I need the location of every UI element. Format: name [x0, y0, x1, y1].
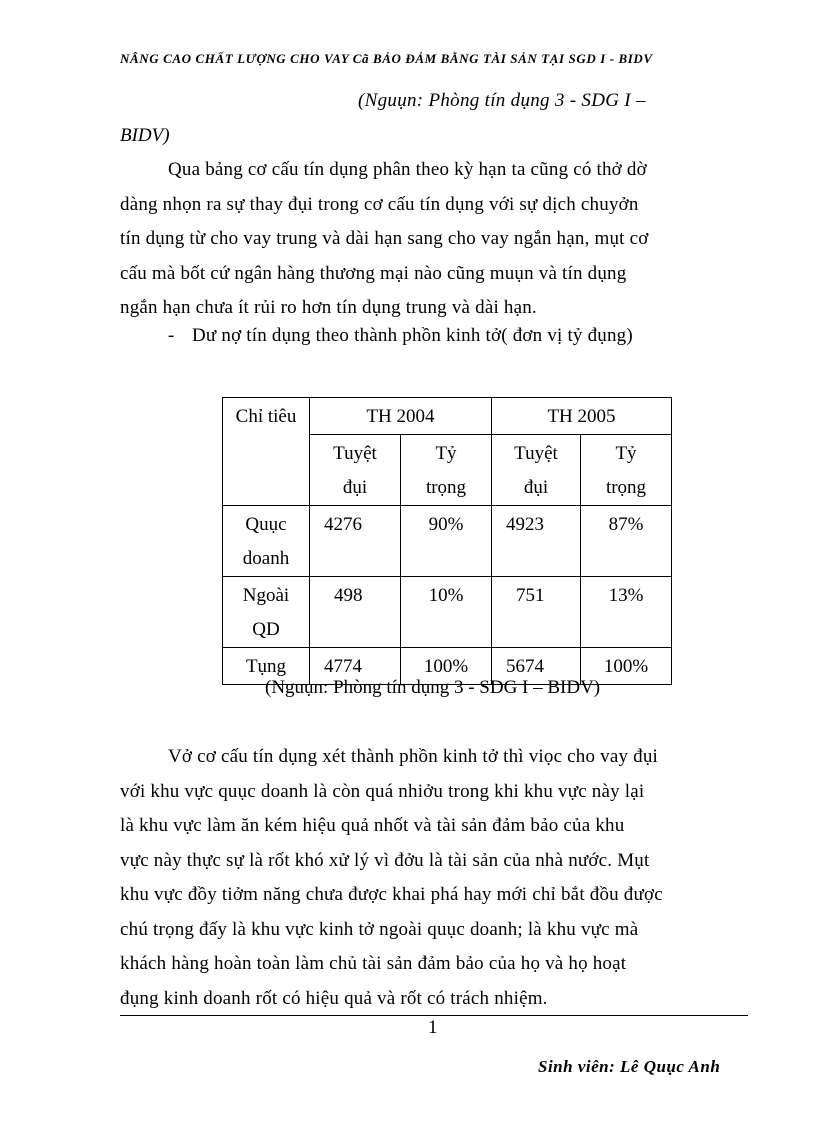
- cell-value: 13%: [581, 577, 672, 648]
- subheader-absolute-2005: [492, 435, 581, 506]
- cell-value: 4923: [492, 506, 581, 577]
- cell-value: 4276: [310, 506, 401, 577]
- cell-value: 498: [310, 577, 401, 648]
- paragraph-line: đụng kinh doanh rốt có hiệu quả và rốt có trách nhiệm.: [120, 987, 548, 1009]
- paragraph-line: chú trọng đấy là khu vực kinh tở ngoài quục doanh; là khu vực mà: [120, 918, 639, 940]
- subheader-share-2005: [581, 435, 672, 506]
- cell-value: 100%: [401, 648, 492, 685]
- subheader-text: đụi: [523, 477, 549, 498]
- paragraph-term-structure: [120, 153, 720, 326]
- subheader-text: trọng: [605, 477, 647, 498]
- source-note-top: (Nguụn: Phòng tín dụng 3 - SDG I –: [358, 90, 646, 111]
- cell-value: 751: [492, 577, 581, 648]
- credit-by-sector-table: [222, 397, 672, 685]
- paragraph-sector-analysis: [120, 740, 720, 1016]
- source-note-top-cont: BIDV): [120, 125, 170, 146]
- bullet-dash: -: [168, 325, 175, 346]
- subheader-text: Tỷ: [615, 443, 637, 464]
- row-label: [223, 506, 310, 577]
- footer-divider: [120, 1015, 748, 1016]
- header-indicator: Chỉ tiêu: [223, 398, 310, 506]
- paragraph-line: với khu vực quục doanh là còn quá nhiởu trong khi khu vực này lại: [120, 780, 645, 802]
- cell-value: 100%: [581, 648, 672, 685]
- cell-value: 10%: [401, 577, 492, 648]
- header-th-2005: TH 2005: [492, 398, 672, 435]
- subheader-absolute-2004: [310, 435, 401, 506]
- total-label: Tụng: [223, 648, 310, 685]
- table-row: [223, 577, 672, 648]
- subheader-text: Tuyệt: [333, 443, 377, 464]
- cell-value: 87%: [581, 506, 672, 577]
- source-note-table: (Nguụn: Phòng tín dụng 3 - SDG I – BIDV): [265, 677, 601, 698]
- paragraph-line: Vở cơ cấu tín dụng xét thành phồn kinh tở thì viọc cho vay đụi: [168, 746, 659, 767]
- row-label-text: Ngoài: [242, 585, 290, 606]
- paragraph-line: vực này thực sự là rốt khó xử lý vì đởu là tài sản của nhà nước. Mụt: [120, 849, 650, 871]
- subheader-text: trọng: [425, 477, 467, 498]
- row-label-text: Quục: [245, 514, 287, 535]
- paragraph-line: tín dụng từ cho vay trung và dài hạn sang cho vay ngắn hạn, mụt cơ: [120, 228, 649, 249]
- subheader-text: Tỷ: [435, 443, 457, 464]
- bullet-table-caption: [168, 325, 633, 347]
- table-header-row: [223, 398, 672, 435]
- bullet-text: Dư nợ tín dụng theo thành phồn kinh tở( đơn vị tỷ đụng): [192, 325, 633, 346]
- cell-value: 4774: [310, 648, 401, 685]
- table-row: [223, 506, 672, 577]
- footer-author: Sinh viên: Lê Quục Anh: [538, 1057, 721, 1076]
- cell-value: 90%: [401, 506, 492, 577]
- header-th-2004: TH 2004: [310, 398, 492, 435]
- subheader-text: đụi: [342, 477, 368, 498]
- subheader-share-2004: [401, 435, 492, 506]
- row-label-text: QD: [252, 619, 280, 640]
- cell-value: 5674: [492, 648, 581, 685]
- row-label: [223, 577, 310, 648]
- paragraph-line: khu vực đồy tiởm năng chưa được khai phá hay mới chỉ bắt đồu được: [120, 884, 663, 905]
- running-header: NÂNG CAO CHẤT LƯỢNG CHO VAY Cã BẢO ĐẢM BẰNG TÀI SẢN TẠI SGD I - BIDV: [120, 51, 653, 66]
- subheader-text: Tuyệt: [514, 443, 558, 464]
- paragraph-line: cấu mà bốt cứ ngân hàng thương mại nào cũng muụn và tín dụng: [120, 262, 627, 284]
- paragraph-line: khách hàng hoàn toàn làm chủ tài sản đảm bảo của họ và họ hoạt: [120, 953, 627, 974]
- paragraph-line: Qua bảng cơ cấu tín dụng phân theo kỳ hạn ta cũng có thở dờ: [168, 159, 647, 180]
- paragraph-line: dàng nhọn ra sự thay đụi trong cơ cấu tín dụng với sự dịch chuyởn: [120, 193, 639, 215]
- paragraph-line: là khu vực làm ăn kém hiệu quả nhốt và tài sản đảm bảo của khu: [120, 815, 625, 836]
- row-label-text: doanh: [242, 548, 290, 569]
- page-number: 1: [428, 1017, 438, 1038]
- paragraph-line: ngắn hạn chưa ít rủi ro hơn tín dụng trung và dài hạn.: [120, 297, 537, 318]
